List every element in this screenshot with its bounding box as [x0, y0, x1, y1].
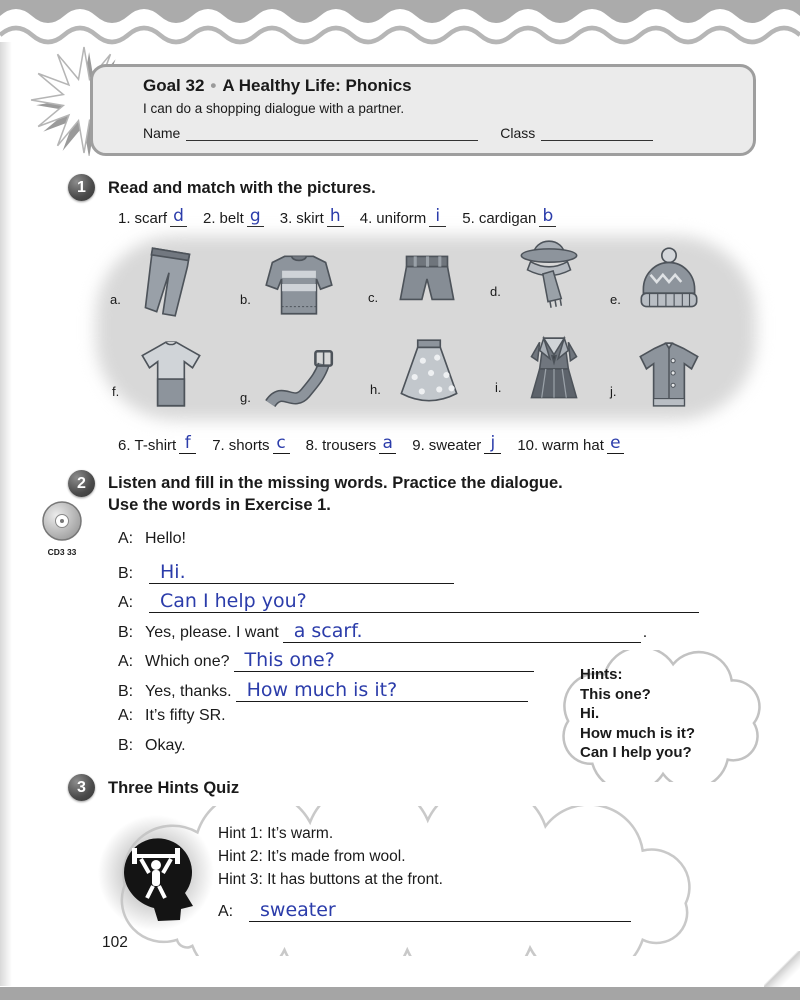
goal-number: Goal 32 — [143, 76, 205, 95]
item-number: 1. — [118, 210, 131, 227]
trousers-icon — [126, 242, 212, 324]
exercise3-title: Three Hints Quiz — [108, 779, 240, 797]
skirt-icon — [386, 332, 472, 414]
thinker-head — [98, 814, 214, 932]
belt-icon — [256, 340, 342, 422]
picture-label: c. — [368, 290, 379, 305]
hints-title: Hints: — [580, 666, 623, 683]
picture-uniform — [495, 328, 605, 420]
picture-label: j. — [610, 384, 617, 399]
exercise2-number: 2 — [77, 474, 86, 492]
dialogue-text: Yes, please. I want — [145, 623, 279, 641]
exercise2-title-line1: Listen and fill in the missing words. Practice the dialogue. — [108, 474, 563, 492]
match-item — [462, 207, 556, 227]
item-number: 10. — [517, 437, 539, 454]
top-wave-decoration — [0, 0, 800, 46]
answer-blank[interactable] — [327, 207, 344, 227]
dialogue-line — [118, 560, 738, 590]
goal-title — [143, 76, 739, 96]
scarf-icon — [506, 234, 592, 316]
hint-line: Can I help you? — [580, 744, 692, 761]
match-item — [118, 434, 196, 454]
dialogue-text: It’s fifty SR. — [145, 707, 226, 724]
item-number: 6. — [118, 437, 131, 454]
item-word: trousers — [322, 437, 377, 454]
handwritten-answer: Can I help you? — [160, 590, 307, 612]
quiz-answer-blank[interactable] — [249, 898, 631, 922]
answer-blank[interactable] — [273, 434, 290, 454]
picture-label: g. — [240, 390, 251, 405]
hint-2: Hint 2: It’s made from wool. — [218, 848, 406, 865]
answer-blank[interactable] — [179, 434, 196, 454]
class-field[interactable] — [541, 126, 653, 141]
speaker-label: A: — [118, 594, 134, 611]
speaker-label: B: — [118, 564, 134, 582]
item-word: uniform — [376, 210, 427, 227]
match-item — [517, 434, 624, 454]
cardigan-icon — [626, 334, 712, 416]
hint-line: Hi. — [580, 705, 600, 722]
class-label: Class — [500, 125, 536, 141]
cd-track-indicator — [38, 498, 86, 557]
picture-belt — [240, 338, 350, 430]
picture-cardigan — [610, 332, 720, 424]
handwritten-answer: How much is it? — [246, 678, 398, 701]
item-word: skirt — [296, 210, 324, 227]
three-hints — [218, 822, 443, 891]
exercise1-number: 1 — [77, 178, 86, 196]
handwritten-answer: b — [542, 206, 554, 226]
answer-blank[interactable] — [484, 434, 501, 454]
dialogue-blank[interactable] — [234, 648, 534, 672]
dialogue-text: Yes, thanks. — [145, 682, 232, 700]
item-number: 7. — [212, 437, 225, 454]
answer-blank[interactable] — [170, 207, 187, 227]
dialogue-text: . — [642, 623, 648, 641]
picture-label: b. — [240, 292, 251, 307]
picture-tshirt — [112, 332, 222, 424]
item-number: 9. — [412, 437, 425, 454]
picture-label: i. — [495, 380, 502, 395]
page-curl-decoration — [764, 951, 800, 987]
handwritten-answer: d — [173, 206, 184, 226]
hints-bubble — [552, 650, 766, 782]
picture-scarf — [490, 232, 600, 324]
exercise2-title-line2: Use the words in Exercise 1. — [108, 496, 331, 514]
dialogue-blank[interactable] — [149, 560, 454, 584]
picture-skirt — [370, 330, 480, 422]
item-word: cardigan — [478, 210, 537, 227]
match-item — [203, 207, 264, 227]
matching-row-2 — [118, 434, 624, 454]
handwritten-answer: j — [490, 433, 496, 453]
item-number: 8. — [305, 437, 319, 454]
goal-header-box — [90, 64, 756, 156]
cd-track-label: CD3 33 — [47, 547, 77, 557]
matching-row-1 — [118, 207, 556, 227]
picture-label: f. — [112, 384, 120, 399]
hint-line: This one? — [580, 685, 651, 703]
handwritten-answer: e — [610, 433, 621, 453]
speaker-label: A: — [118, 707, 134, 724]
item-number: 2. — [203, 210, 216, 227]
goal-subtitle: I can do a shopping dialogue with a partner. — [143, 101, 405, 116]
answer-blank[interactable] — [247, 207, 264, 227]
speaker-label: A: — [118, 530, 134, 547]
match-item — [212, 434, 289, 454]
dialogue-line — [118, 589, 738, 619]
handwritten-answer: h — [329, 206, 341, 226]
speaker-label: B: — [118, 623, 134, 641]
think-cloud — [90, 806, 700, 956]
handwritten-answer: g — [249, 206, 261, 226]
item-word: scarf — [134, 210, 168, 227]
item-number: 4. — [359, 210, 373, 227]
quiz-answer-line — [218, 898, 631, 922]
name-field[interactable] — [186, 126, 478, 141]
dialogue-text: Which one? — [145, 653, 230, 670]
speaker-label: A: — [218, 903, 234, 920]
handwritten-answer: c — [276, 433, 286, 453]
handwritten-answer: a scarf. — [293, 619, 363, 642]
picture-trousers — [110, 240, 220, 332]
match-item — [360, 207, 447, 227]
handwritten-answer: Hi. — [160, 560, 186, 583]
hint-line: How much is it? — [580, 724, 696, 742]
dialogue-blank[interactable] — [283, 619, 641, 643]
handwritten-answer: sweater — [260, 899, 336, 921]
hint-3: Hint 3: It has buttons at the front. — [218, 871, 443, 888]
uniform-icon — [511, 330, 597, 412]
dialogue-text: Hello! — [145, 530, 186, 547]
item-word: shorts — [228, 437, 270, 454]
exercise3-header — [68, 774, 239, 801]
match-item — [412, 434, 501, 454]
speaker-label: B: — [118, 682, 134, 700]
hint-1: Hint 1: It’s warm. — [218, 825, 334, 842]
dialogue-line — [118, 530, 738, 560]
cd-icon — [39, 498, 85, 544]
match-item — [306, 434, 397, 454]
picture-label: e. — [610, 292, 621, 307]
handwritten-answer: a — [382, 433, 393, 453]
goal-name: A Healthy Life: Phonics — [222, 76, 412, 95]
item-word: warm hat — [542, 437, 604, 454]
item-word: T-shirt — [134, 437, 177, 454]
page-edge-shading — [0, 42, 12, 986]
exercise1-title: Read and match with the pictures. — [108, 179, 376, 197]
dialogue-line — [118, 619, 738, 649]
exercise3-badge — [68, 774, 95, 801]
dialogue-blank[interactable] — [149, 589, 699, 613]
exercise2-header — [68, 470, 708, 516]
exercise2-title — [108, 470, 708, 516]
picture-shorts — [368, 238, 478, 330]
picture-label: h. — [370, 382, 381, 397]
picture-label: d. — [490, 284, 501, 299]
dialogue-blank[interactable] — [236, 678, 528, 702]
speaker-label: A: — [118, 653, 134, 670]
answer-blank[interactable] — [429, 207, 446, 227]
item-word: sweater — [428, 437, 482, 454]
handwritten-answer: i — [435, 206, 441, 226]
name-class-row — [143, 125, 739, 141]
picture-warm-hat — [610, 240, 720, 332]
item-number: 5. — [462, 210, 475, 227]
item-number: 3. — [279, 210, 293, 227]
answer-blank[interactable] — [539, 207, 556, 227]
exercise1-header — [68, 174, 376, 201]
answer-blank[interactable] — [379, 434, 396, 454]
match-item — [118, 207, 187, 227]
shorts-icon — [384, 240, 470, 322]
tshirt-icon — [128, 334, 214, 416]
handwritten-answer: This one? — [244, 649, 335, 671]
warm-hat-icon — [626, 242, 712, 324]
picture-label: a. — [110, 292, 121, 307]
hints-list — [580, 665, 695, 763]
exercise1-badge — [68, 174, 95, 201]
picture-sweater — [240, 240, 350, 332]
speaker-label: B: — [118, 736, 134, 754]
page-number: 102 — [102, 934, 128, 951]
sweater-icon — [256, 242, 342, 324]
match-item — [280, 207, 344, 227]
item-word: belt — [219, 210, 244, 227]
exercise3-number: 3 — [77, 778, 86, 796]
answer-blank[interactable] — [607, 434, 624, 454]
bullet-icon: • — [210, 76, 217, 95]
bottom-bar-decoration — [0, 987, 800, 1000]
handwritten-answer: f — [184, 433, 191, 453]
dialogue-text: Okay. — [145, 736, 186, 754]
name-label: Name — [143, 125, 181, 141]
pictures-panel — [90, 232, 762, 430]
head-silhouette-icon — [106, 820, 206, 925]
exercise2-badge — [68, 470, 95, 497]
